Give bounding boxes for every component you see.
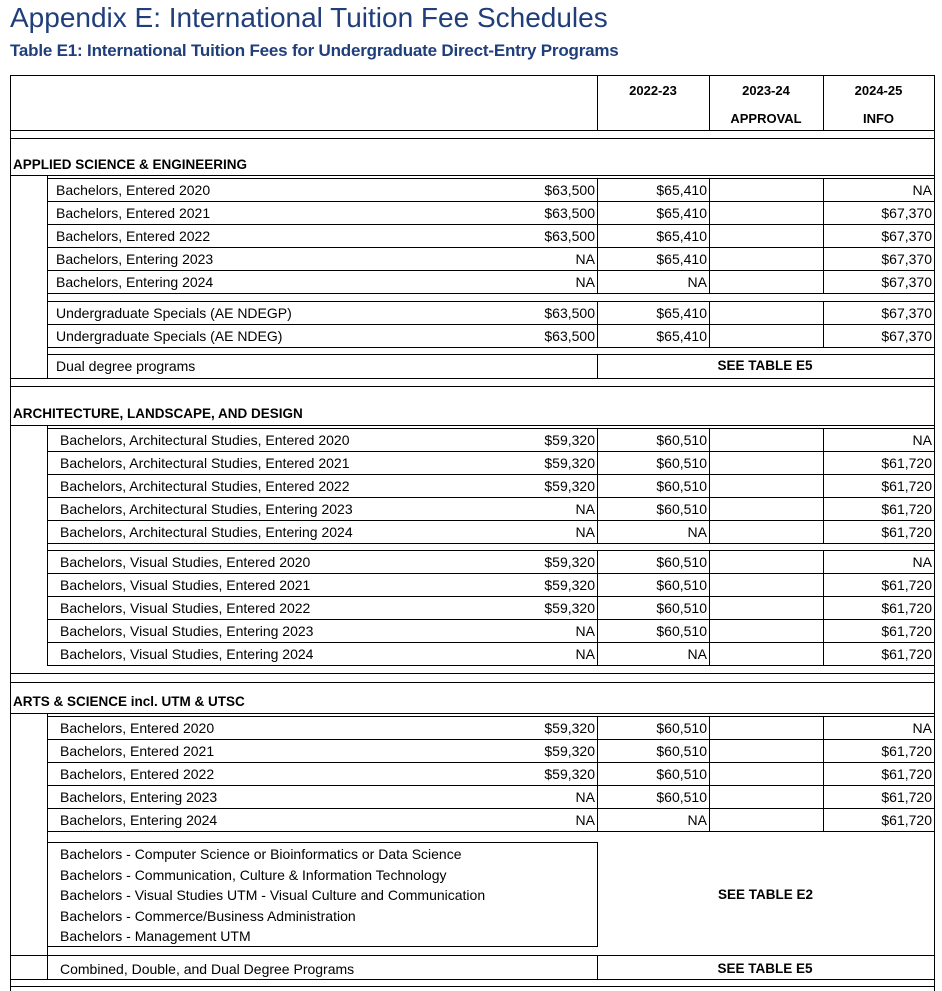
column-rule <box>597 955 598 980</box>
fee-2022-23: $59,320 <box>544 577 595 593</box>
row-rule <box>47 739 935 740</box>
fee-2023-24: NA <box>687 646 707 662</box>
program-label: Bachelors, Architectural Studies, Entering 2024 <box>60 524 353 540</box>
fee-2024-25: $61,720 <box>881 646 932 662</box>
fee-2022-23: $59,320 <box>544 455 595 471</box>
column-rule <box>823 301 824 348</box>
fee-2024-25: $61,720 <box>881 455 932 471</box>
see-table-e2-ref: SEE TABLE E2 <box>717 887 814 902</box>
program-label: Bachelors, Visual Studies, Entered 2021 <box>60 577 311 593</box>
fee-2022-23: $59,320 <box>544 600 595 616</box>
fee-2023-24: $65,410 <box>656 251 707 267</box>
spacer-rule <box>10 138 935 139</box>
fee-2022-23: $63,500 <box>544 328 595 344</box>
section-rule <box>10 955 935 956</box>
fee-2023-24: NA <box>687 274 707 290</box>
program-label-e2: Bachelors - Computer Science or Bioinformatics or Data Science <box>60 846 462 862</box>
indent-rule <box>47 175 48 179</box>
row-rule <box>47 324 935 325</box>
fee-2022-23: $59,320 <box>544 766 595 782</box>
spacer-rule <box>10 386 935 387</box>
fee-2024-25: $61,720 <box>881 524 932 540</box>
program-label-e2: Bachelors - Management UTM <box>60 928 251 944</box>
program-label: Undergraduate Specials (AE NDEGP) <box>56 305 292 321</box>
indent-rule <box>47 354 48 379</box>
program-label: Bachelors, Visual Studies, Entering 2023 <box>60 623 314 639</box>
row-rule <box>47 428 935 429</box>
indent-rule <box>47 955 48 980</box>
program-label: Bachelors, Visual Studies, Entered 2022 <box>60 600 311 616</box>
fee-2022-23: NA <box>575 274 595 290</box>
column-rule <box>709 428 710 544</box>
row-rule <box>47 946 598 947</box>
row-rule <box>47 596 935 597</box>
fee-2023-24: $65,410 <box>656 228 707 244</box>
row-rule <box>47 619 935 620</box>
appendix-title: Appendix E: International Tuition Fee Schedules <box>10 2 608 33</box>
fee-2024-25: $67,370 <box>881 274 932 290</box>
row-rule <box>47 842 598 843</box>
program-label: Bachelors, Architectural Studies, Entered 2020 <box>60 432 350 448</box>
fee-2023-24: $65,410 <box>656 182 707 198</box>
row-rule <box>47 347 935 348</box>
program-label: Bachelors, Architectural Studies, Entering 2023 <box>60 501 353 517</box>
section-title-ase: APPLIED SCIENCE & ENGINEERING <box>13 157 248 172</box>
column-rule <box>597 178 598 294</box>
indent-rule <box>47 842 48 956</box>
row-rule <box>47 543 935 544</box>
row-rule <box>47 293 935 294</box>
fee-2022-23: $59,320 <box>544 432 595 448</box>
row-rule <box>47 451 935 452</box>
column-rule <box>597 354 598 379</box>
tuition-fee-table <box>10 75 935 990</box>
section-rule <box>10 979 935 980</box>
fee-2022-23: NA <box>575 251 595 267</box>
fee-2022-23: $59,320 <box>544 478 595 494</box>
fee-2023-24: $60,510 <box>656 478 707 494</box>
section-rule <box>10 378 935 379</box>
fee-2022-23: $63,500 <box>544 305 595 321</box>
column-rule <box>597 301 598 348</box>
fee-2023-24: $60,510 <box>656 501 707 517</box>
indent-rule <box>47 178 48 294</box>
column-rule <box>709 550 710 666</box>
fee-2023-24: $60,510 <box>656 720 707 736</box>
table-top-border <box>10 75 935 76</box>
table-right-border <box>934 75 935 991</box>
program-label: Bachelors, Entered 2022 <box>56 228 211 244</box>
fee-2022-23: NA <box>575 646 595 662</box>
indent-rule <box>47 428 48 544</box>
row-rule <box>47 642 935 643</box>
fee-2024-25: $67,370 <box>881 205 932 221</box>
program-label: Bachelors, Entered 2021 <box>60 743 215 759</box>
row-rule <box>47 354 935 355</box>
fee-2022-23: $59,320 <box>544 720 595 736</box>
program-label: Bachelors, Entering 2023 <box>56 251 214 267</box>
fee-2024-25: $67,370 <box>881 305 932 321</box>
row-rule <box>47 831 935 832</box>
section-title-ald: ARCHITECTURE, LANDSCAPE, AND DESIGN <box>13 406 303 421</box>
see-table-e5-ref: SEE TABLE E5 <box>717 961 813 976</box>
row-rule <box>47 301 935 302</box>
program-label: Undergraduate Specials (AE NDEG) <box>56 328 283 344</box>
fee-2022-23: NA <box>575 524 595 540</box>
fee-2024-25: NA <box>912 432 932 448</box>
fee-2024-25: $61,720 <box>881 812 932 828</box>
column-rule <box>709 301 710 348</box>
col-header-2022-23: 2022-23 <box>629 83 677 98</box>
column-rule <box>709 716 710 832</box>
fee-2022-23: $63,500 <box>544 182 595 198</box>
fee-2022-23: NA <box>575 623 595 639</box>
column-rule <box>597 716 598 832</box>
fee-2024-25: NA <box>912 554 932 570</box>
program-label: Bachelors, Entered 2020 <box>60 720 215 736</box>
indent-rule <box>47 301 48 348</box>
see-table-e5-ref: SEE TABLE E5 <box>717 358 813 373</box>
program-label-dual-degree: Dual degree programs <box>56 358 196 374</box>
spacer-rule <box>10 986 935 987</box>
program-label: Bachelors, Visual Studies, Entered 2020 <box>60 554 311 570</box>
program-label: Bachelors, Entering 2024 <box>56 274 214 290</box>
fee-2023-24: $65,410 <box>656 328 707 344</box>
fee-2023-24: $60,510 <box>656 600 707 616</box>
table-left-border <box>10 75 11 991</box>
program-label: Bachelors, Entered 2022 <box>60 766 215 782</box>
row-rule <box>47 497 935 498</box>
fee-2023-24: $60,510 <box>656 432 707 448</box>
col-header-approval: APPROVAL <box>730 111 802 126</box>
program-label: Bachelors, Visual Studies, Entering 2024 <box>60 646 314 662</box>
fee-2024-25: $61,720 <box>881 766 932 782</box>
fee-2023-24: $60,510 <box>656 455 707 471</box>
row-rule <box>47 785 935 786</box>
fee-2024-25: $61,720 <box>881 789 932 805</box>
row-rule <box>47 247 935 248</box>
column-rule <box>823 550 824 666</box>
spacer-rule <box>10 682 935 683</box>
section-title-as: ARTS & SCIENCE incl. UTM & UTSC <box>13 694 245 709</box>
section-rule <box>10 713 935 714</box>
row-rule <box>47 178 935 179</box>
fee-2024-25: $61,720 <box>881 501 932 517</box>
header-bottom-rule <box>10 130 935 131</box>
fee-2024-25: $61,720 <box>881 577 932 593</box>
row-rule <box>47 474 935 475</box>
column-rule <box>823 178 824 294</box>
fee-2022-23: $59,320 <box>544 743 595 759</box>
fee-2024-25: $61,720 <box>881 623 932 639</box>
column-rule <box>709 178 710 294</box>
fee-2022-23: NA <box>575 789 595 805</box>
fee-2022-23: $63,500 <box>544 205 595 221</box>
section-rule <box>10 175 935 176</box>
fee-2024-25: $67,370 <box>881 228 932 244</box>
program-label-combined: Combined, Double, and Dual Degree Programs <box>60 961 355 977</box>
program-label: Bachelors, Entered 2021 <box>56 205 211 221</box>
fee-2023-24: NA <box>687 524 707 540</box>
row-rule <box>47 201 935 202</box>
row-rule <box>47 716 935 717</box>
program-label: Bachelors, Entered 2020 <box>56 182 211 198</box>
table-caption: Table E1: International Tuition Fees for Undergraduate Direct-Entry Programs <box>10 41 619 60</box>
fee-2023-24: $60,510 <box>656 743 707 759</box>
row-rule <box>47 665 935 666</box>
fee-2024-25: NA <box>912 182 932 198</box>
section-rule <box>10 425 935 426</box>
col-header-info: INFO <box>862 111 895 126</box>
row-rule <box>47 224 935 225</box>
fee-2022-23: $63,500 <box>544 228 595 244</box>
program-label-e2: Bachelors - Visual Studies UTM - Visual Culture and Communication <box>60 887 486 903</box>
col-header-2024-25: 2024-25 <box>854 83 903 98</box>
fee-2023-24: $65,410 <box>656 205 707 221</box>
fee-2024-25: $67,370 <box>881 328 932 344</box>
fee-2023-24: $60,510 <box>656 789 707 805</box>
fee-2022-23: NA <box>575 501 595 517</box>
program-label: Bachelors, Entering 2023 <box>60 789 218 805</box>
column-rule <box>597 428 598 544</box>
fee-2023-24: $60,510 <box>656 766 707 782</box>
row-rule <box>47 520 935 521</box>
fee-2023-24: NA <box>687 812 707 828</box>
fee-2023-24: $60,510 <box>656 577 707 593</box>
indent-rule <box>47 716 48 832</box>
program-label: Bachelors, Architectural Studies, Entered 2021 <box>60 455 350 471</box>
row-rule <box>47 550 935 551</box>
fee-2022-23: $59,320 <box>544 554 595 570</box>
row-rule <box>47 762 935 763</box>
column-rule <box>823 428 824 544</box>
fee-2023-24: $65,410 <box>656 305 707 321</box>
row-rule <box>47 808 935 809</box>
program-label-e2: Bachelors - Commerce/Business Administration <box>60 907 356 924</box>
section-rule <box>10 673 935 674</box>
fee-2023-24: $60,510 <box>656 554 707 570</box>
fee-2024-25: $67,370 <box>881 251 932 267</box>
program-label-e2: Bachelors - Communication, Culture & Information Technology <box>60 866 447 883</box>
fee-2024-25: $61,720 <box>881 478 932 494</box>
indent-rule <box>47 550 48 666</box>
col-header-2023-24: 2023-24 <box>742 83 790 98</box>
fee-2024-25: NA <box>912 720 932 736</box>
program-label: Bachelors, Architectural Studies, Entered 2022 <box>60 478 350 494</box>
fee-2022-23: NA <box>575 812 595 828</box>
column-rule <box>823 716 824 832</box>
row-rule <box>47 573 935 574</box>
fee-2024-25: $61,720 <box>881 743 932 759</box>
row-rule <box>47 270 935 271</box>
fee-2023-24: $60,510 <box>656 623 707 639</box>
column-rule <box>597 550 598 666</box>
program-label: Bachelors, Entering 2024 <box>60 812 218 828</box>
fee-2024-25: $61,720 <box>881 600 932 616</box>
